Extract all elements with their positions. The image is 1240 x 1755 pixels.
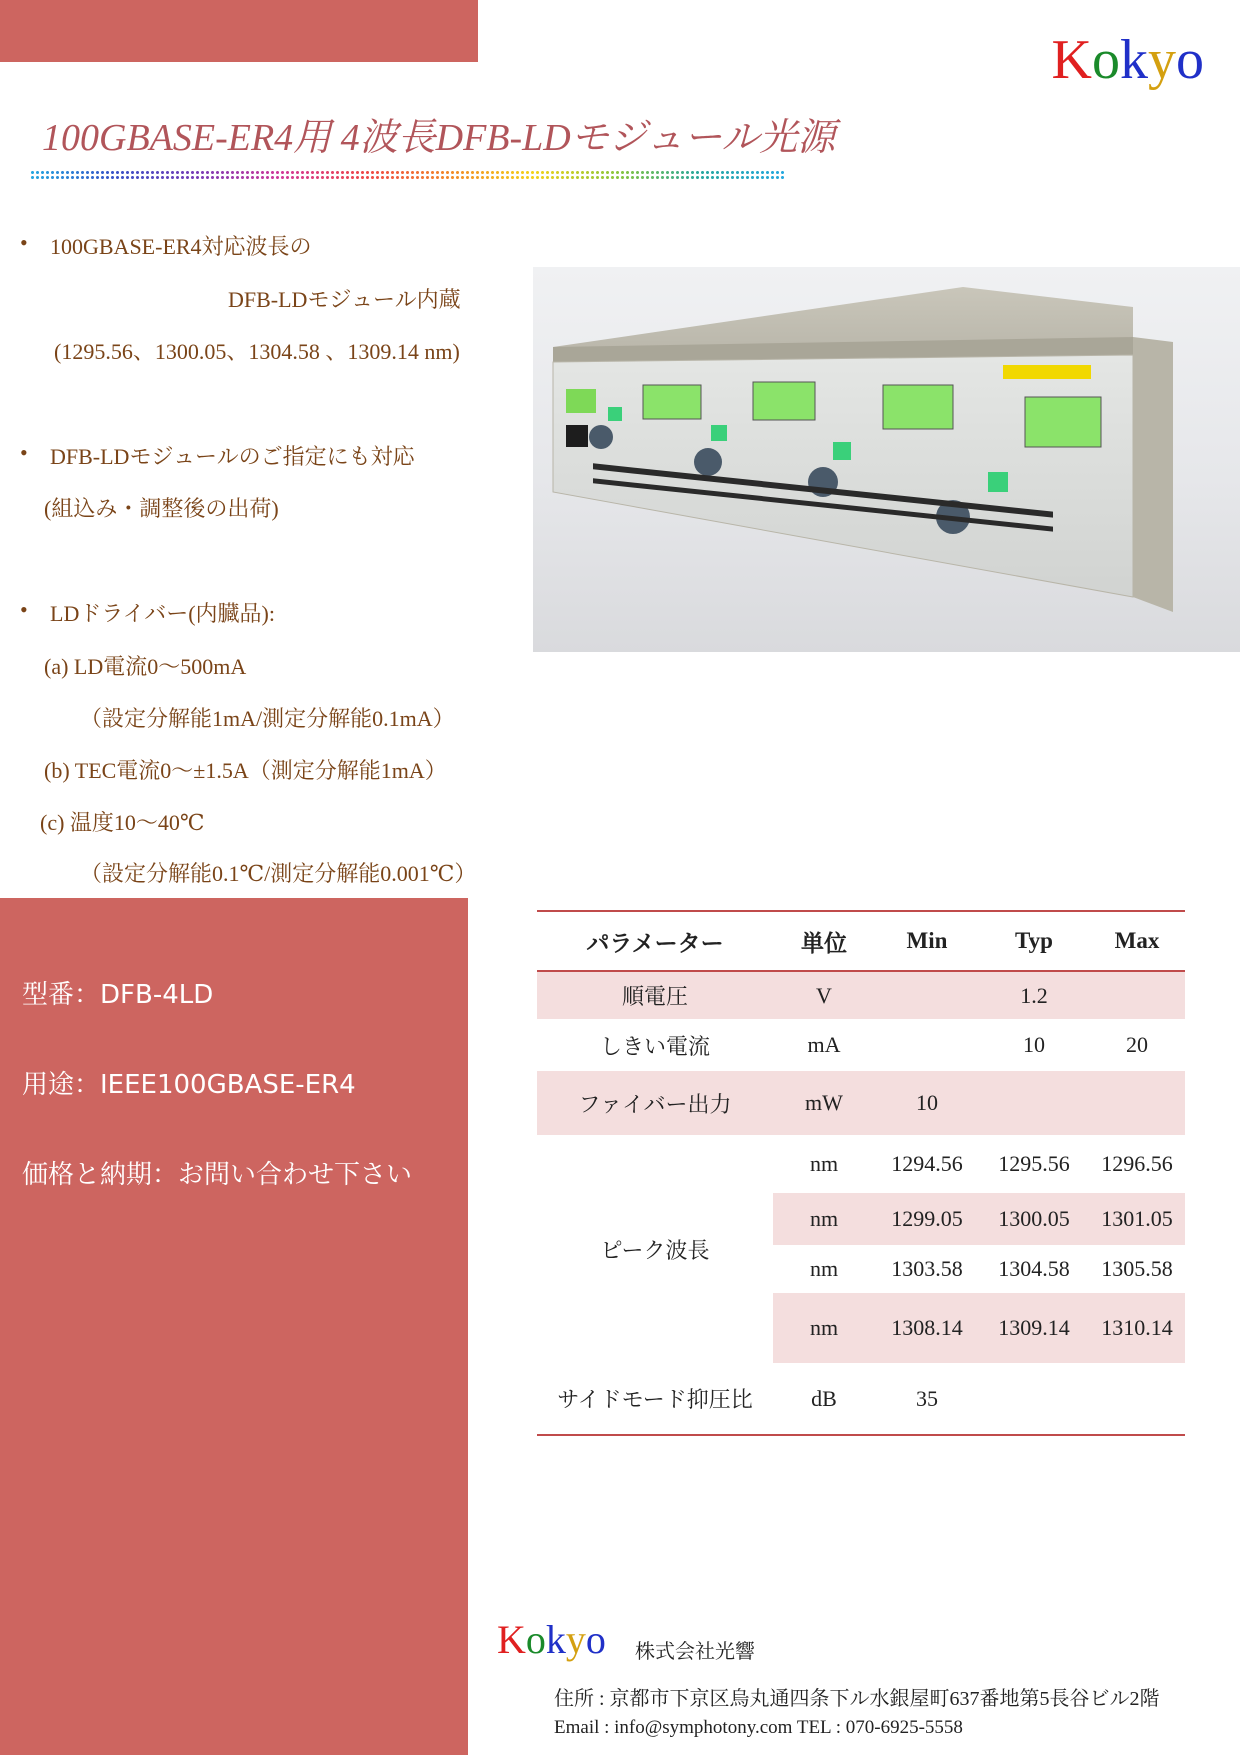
price-delivery: 価格と納期：お問い合わせ下さい: [22, 1160, 413, 1190]
table-row: [537, 1019, 1185, 1071]
company-address: 住所 : 京都市下京区烏丸通四条下ル水銀屋町637番地第5長谷ビル2階: [554, 1688, 1160, 1710]
cell-param-peak: ピーク波長: [600, 1238, 710, 1264]
cell-unit: dB: [773, 1363, 875, 1435]
feature-1-line-2: DFB-LDモジュール内蔵: [228, 287, 461, 312]
cell-unit: V: [816, 982, 832, 1008]
cell-param: 順電圧: [621, 985, 688, 1010]
cell-unit: nm: [773, 1293, 875, 1363]
cell-min: 1303.58: [891, 1256, 963, 1281]
decorative-dotted-line: [30, 170, 785, 180]
bullet-2: •: [20, 440, 28, 465]
cell-param: サイドモード抑圧比: [537, 1363, 773, 1435]
cell-unit: nm: [773, 1193, 875, 1245]
cell-typ: [979, 1071, 1089, 1135]
footer-logo: Kokyo: [497, 1617, 606, 1662]
cell-unit: nm: [809, 1151, 839, 1176]
company-contact: Email : info@symphotony.com TEL : 070-6925-5558: [554, 1717, 963, 1738]
feature-3-a-detail: （設定分解能1mA/測定分解能0.1mA）: [80, 706, 455, 731]
page-title: 100GBASE-ER4用 4波長DFB-LDモジュール光源: [42, 117, 836, 159]
header-typ: Typ: [979, 911, 1089, 971]
product-photo: [533, 267, 1240, 652]
cell-typ: 1300.05: [979, 1193, 1089, 1245]
header-unit: 単位: [773, 911, 875, 971]
table-row: [537, 1071, 1185, 1135]
feature-3-c-detail: （設定分解能0.1℃/測定分解能0.001℃）: [80, 861, 477, 886]
header-min: Min: [875, 911, 979, 971]
feature-2-line-2: (組込み・調整後の出荷): [44, 496, 279, 521]
table-row: [537, 1135, 1185, 1193]
cell-max: [1089, 1071, 1185, 1135]
product-illustration: [533, 267, 1240, 652]
spec-panel: [0, 898, 468, 1755]
cell-typ: 1304.58: [998, 1256, 1070, 1281]
feature-3-line-1: LDドライバー(内臓品):: [50, 601, 275, 626]
cell-min: [875, 1019, 979, 1071]
cell-typ: 1295.56: [998, 1151, 1070, 1176]
feature-2-line-1: DFB-LDモジュールのご指定にも対応: [50, 444, 415, 469]
cell-typ: 1.2: [1020, 982, 1048, 1008]
cell-param: ファイバー出力: [578, 1092, 732, 1118]
feature-3-b: (b) TEC電流0〜±1.5A（測定分解能1mA）: [44, 758, 447, 783]
parameter-table: [537, 910, 1185, 1436]
header-parameter: パラメーター: [537, 911, 773, 971]
brand-logo: Kokyo: [1051, 29, 1204, 91]
feature-1-line-1: 100GBASE-ER4対応波長の: [50, 234, 312, 259]
cell-min: 1308.14: [875, 1293, 979, 1363]
cell-max: 1310.14: [1089, 1293, 1185, 1363]
cell-min: 35: [875, 1363, 979, 1435]
cell-max: 20: [1126, 1032, 1148, 1057]
feature-3-c: (c) 温度10〜40℃: [40, 810, 205, 835]
header-max: Max: [1089, 911, 1185, 971]
bullet-1: •: [20, 230, 28, 255]
cell-min: 1294.56: [891, 1151, 963, 1176]
cell-typ: 10: [1023, 1032, 1045, 1057]
cell-unit: mA: [807, 1032, 841, 1057]
usage: 用途：IEEE100GBASE-ER4: [22, 1070, 356, 1100]
model-number: 型番：DFB-4LD: [22, 980, 214, 1010]
cell-max: [1089, 1363, 1185, 1435]
header-accent-bar: [0, 0, 478, 62]
table-row: [537, 1363, 1185, 1435]
company-name: 株式会社光響: [635, 1639, 755, 1663]
cell-min: [875, 971, 979, 1019]
cell-max: [1089, 971, 1185, 1019]
table-row: [537, 971, 1185, 1019]
cell-unit: nm: [809, 1256, 839, 1281]
cell-min: 1299.05: [875, 1193, 979, 1245]
feature-1-line-3: (1295.56、1300.05、1304.58 、1309.14 nm): [54, 339, 460, 364]
cell-typ: 1309.14: [979, 1293, 1089, 1363]
cell-max: 1305.58: [1101, 1256, 1173, 1281]
feature-3-a: (a) LD電流0〜500mA: [44, 654, 247, 679]
cell-typ: [979, 1363, 1089, 1435]
cell-unit: mW: [805, 1090, 843, 1115]
cell-max: 1296.56: [1101, 1151, 1173, 1176]
bullet-3: •: [20, 597, 28, 622]
table-header-row: [537, 911, 1185, 971]
cell-max: 1301.05: [1089, 1193, 1185, 1245]
cell-param: しきい電流: [599, 1034, 710, 1060]
cell-min: 10: [916, 1090, 938, 1115]
